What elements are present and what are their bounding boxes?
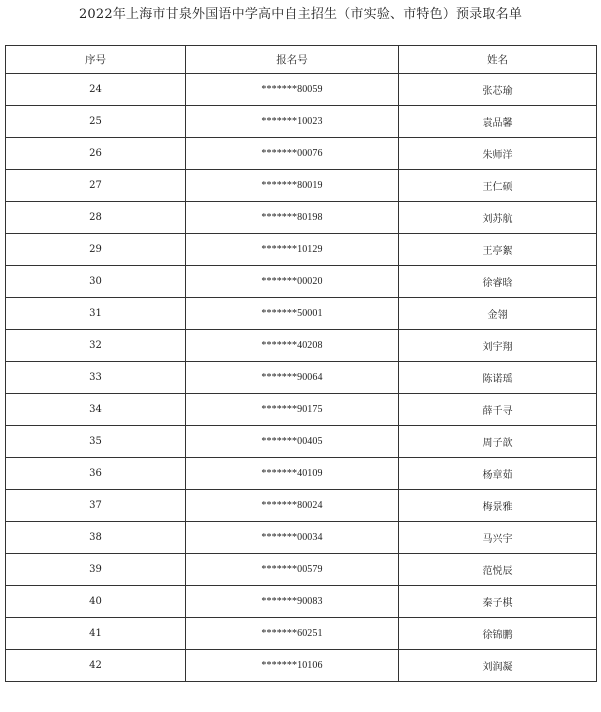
row-index-cell: 40 [6, 586, 186, 618]
row-registration-number-cell: *******00579 [186, 554, 399, 586]
table-row [6, 458, 597, 490]
row-student-name-cell: 刘润凝 [399, 650, 597, 682]
table-row [6, 106, 597, 138]
row-student-name-cell: 刘宇翔 [399, 330, 597, 362]
row-registration-number-cell: *******10023 [186, 106, 399, 138]
row-student-name-cell: 秦子棋 [399, 586, 597, 618]
table-row [6, 490, 597, 522]
table-row [6, 554, 597, 586]
table-row [6, 586, 597, 618]
row-index-cell: 42 [6, 650, 186, 682]
row-index-cell: 36 [6, 458, 186, 490]
row-student-name-cell: 薛千寻 [399, 394, 597, 426]
document-title: 2022年上海市甘泉外国语中学高中自主招生（市实验、市特色）预录取名单 [78, 7, 523, 22]
table-row [6, 298, 597, 330]
table-row [6, 170, 597, 202]
row-student-name-cell: 王仁硕 [399, 170, 597, 202]
row-registration-number-cell: *******00034 [186, 522, 399, 554]
row-student-name-cell: 马兴宇 [399, 522, 597, 554]
row-student-name-cell: 徐锦鹏 [399, 618, 597, 650]
row-student-name-cell: 袁品馨 [399, 106, 597, 138]
row-registration-number-cell: *******90083 [186, 586, 399, 618]
row-index-cell: 35 [6, 426, 186, 458]
row-registration-number-cell: *******10129 [186, 234, 399, 266]
row-index-cell: 30 [6, 266, 186, 298]
table-row [6, 522, 597, 554]
row-registration-number-cell: *******90064 [186, 362, 399, 394]
row-index-cell: 28 [6, 202, 186, 234]
row-index-cell: 24 [6, 74, 186, 106]
table-row [6, 650, 597, 682]
table-row [6, 138, 597, 170]
column-header-index: 序号 [6, 46, 186, 74]
row-index-cell: 38 [6, 522, 186, 554]
admission-list-table [5, 45, 597, 682]
row-index-cell: 32 [6, 330, 186, 362]
table-body [6, 74, 597, 682]
row-student-name-cell: 周子歆 [399, 426, 597, 458]
row-index-cell: 37 [6, 490, 186, 522]
row-registration-number-cell: *******00076 [186, 138, 399, 170]
row-registration-number-cell: *******80024 [186, 490, 399, 522]
row-registration-number-cell: *******80198 [186, 202, 399, 234]
row-index-cell: 39 [6, 554, 186, 586]
row-student-name-cell: 金翎 [399, 298, 597, 330]
row-student-name-cell: 王亭絮 [399, 234, 597, 266]
row-student-name-cell: 徐睿晗 [399, 266, 597, 298]
row-index-cell: 41 [6, 618, 186, 650]
row-registration-number-cell: *******50001 [186, 298, 399, 330]
column-header-name: 姓名 [399, 46, 597, 74]
row-registration-number-cell: *******60251 [186, 618, 399, 650]
row-registration-number-cell: *******90175 [186, 394, 399, 426]
table-row [6, 266, 597, 298]
table-row [6, 74, 597, 106]
column-header-registration-number: 报名号 [186, 46, 399, 74]
row-registration-number-cell: *******40208 [186, 330, 399, 362]
row-student-name-cell: 张芯瑜 [399, 74, 597, 106]
row-registration-number-cell: *******40109 [186, 458, 399, 490]
row-student-name-cell: 朱师洋 [399, 138, 597, 170]
row-registration-number-cell: *******00020 [186, 266, 399, 298]
table-row [6, 618, 597, 650]
row-index-cell: 34 [6, 394, 186, 426]
row-index-cell: 25 [6, 106, 186, 138]
table-row [6, 426, 597, 458]
table-row [6, 202, 597, 234]
row-student-name-cell: 刘苏航 [399, 202, 597, 234]
row-registration-number-cell: *******00405 [186, 426, 399, 458]
table-row [6, 330, 597, 362]
table-row [6, 362, 597, 394]
table-header-row [6, 46, 597, 74]
row-registration-number-cell: *******10106 [186, 650, 399, 682]
row-registration-number-cell: *******80059 [186, 74, 399, 106]
row-index-cell: 27 [6, 170, 186, 202]
row-index-cell: 26 [6, 138, 186, 170]
row-student-name-cell: 范悦辰 [399, 554, 597, 586]
row-student-name-cell: 杨章茹 [399, 458, 597, 490]
table-row [6, 394, 597, 426]
row-index-cell: 31 [6, 298, 186, 330]
row-registration-number-cell: *******80019 [186, 170, 399, 202]
row-index-cell: 33 [6, 362, 186, 394]
row-student-name-cell: 陈诺瑶 [399, 362, 597, 394]
row-index-cell: 29 [6, 234, 186, 266]
table-row [6, 234, 597, 266]
row-student-name-cell: 梅景雅 [399, 490, 597, 522]
